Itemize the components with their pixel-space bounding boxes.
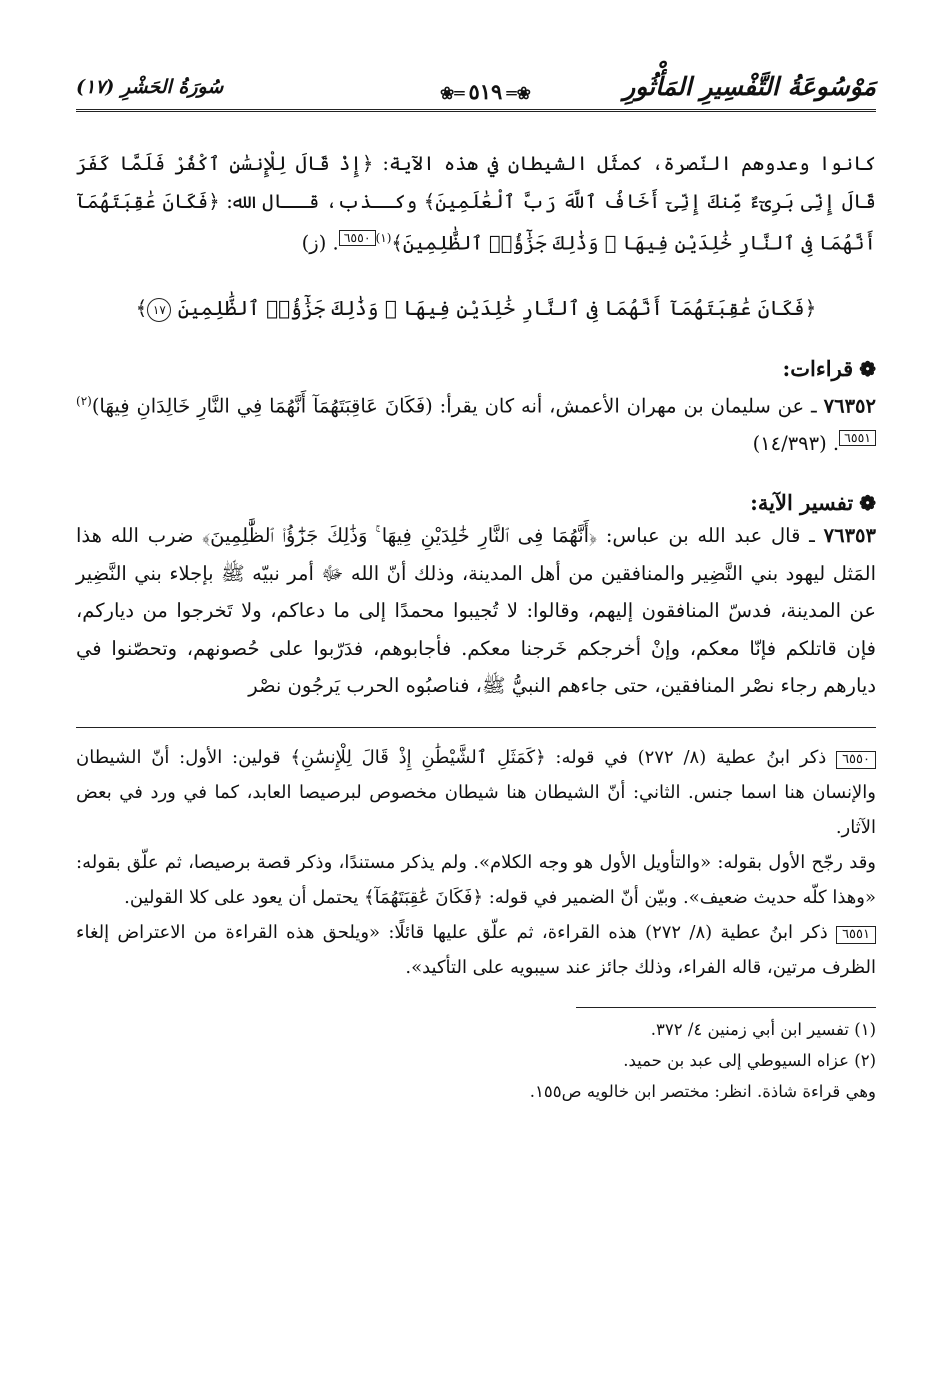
footnote-ref: (١)	[375, 231, 392, 245]
footnote-2: (٢) عزاه السيوطي إلى عبد بن حميد.	[623, 1050, 876, 1070]
book-title: مَوْسُوعَةُ التَّفْسِيرِ المَأْثُورِ	[623, 72, 876, 101]
footnote-2-cont: وهي قراءة شاذة. انظر: مختصر ابن خالويه ص١٥٥.	[529, 1081, 876, 1101]
qiraat-title: قراءات:	[782, 355, 854, 381]
header-rule	[76, 109, 876, 112]
note-6551	[76, 915, 876, 985]
page-number	[436, 79, 535, 104]
verse-close: ﴾	[135, 296, 148, 320]
flower-icon: ❁	[859, 491, 876, 515]
tafsir-heading	[76, 490, 876, 515]
footnotes-divider	[576, 1007, 876, 1008]
ayah-number-icon: ١٧	[147, 298, 171, 322]
page-number-value: ٥١٩	[468, 79, 503, 104]
narration-number: ٧٦٣٥٣	[823, 524, 876, 547]
note-6550-cont: وقد رجّح الأول بقوله: «والتأويل الأول هو وجه الكلام». ولم يذكر مستندًا، وذكر قصة برصيصا، ثم علّق بقوله: «وهذا كلّه حديث ضعيف». وبيّن أنّ الضمير في قوله: ﴿فَكَانَ عَٰقِبَتَهُمَآ﴾ يحتمل أن يعود على كلا القولين.	[76, 851, 876, 908]
note-box-label: ٦٥٥١	[836, 926, 876, 944]
qiraat-heading	[76, 356, 876, 381]
intro-text-end: . (ز)	[301, 231, 339, 255]
tafsir-paragraph	[76, 517, 876, 705]
qiraat-text-end: . (١٤/٣٩٣)	[752, 431, 840, 455]
qiraat-paragraph	[76, 383, 876, 463]
footnote-1: (١) تفسير ابن أبي زمنين ٤/ ٣٧٢.	[650, 1019, 876, 1039]
narration-number: ٧٦٣٥٢	[823, 394, 876, 417]
tafsir-text: ـ قال عبد الله بن عباس: ﴿أَنَّهُمَا فِى ٱلنَّارِ خَٰلِدَيْنِ فِيهَا ۚ وَذَٰلِكَ جَزَٰٓؤُا۟ ٱلظَّٰلِمِينَ﴾ ضرب الله هذا المَثل ليهود بني النَّضِير والمنافقين من أهل المدينة، وذلك أنّ الله ﷻ أمر نبيّه ﷺ بإجلاء بني النَّضِير عن المدينة، فدسّ المنافقون إليهم، وقالوا: لا تُجيبوا محمدًا إلى ما دعاكم، ولا تَخرجوا من دياركم، فإن قاتلكم فإنّا معكم، وإنْ أخرجكم خَرجنا معكم. فأجابوهم، فدَرّبوا على حُصونهم، وتحصّنوا في ديارهم رجاء نصْر المنافقين، حتى جاءهم النبيُّ ﷺ، فناصبُوه الحرب يَرجُون نصْر	[76, 524, 876, 697]
verse-heading	[76, 296, 876, 322]
notes-divider	[76, 727, 876, 728]
qiraat-text: ـ عن سليمان بن مهران الأعمش، أنه كان يقرأ: (فَكَانَ عَاقِبَتَهُمَآ أَنَّهُمَا فِي النَّارِ خَالِدَانِ فِيهَا)	[91, 394, 824, 417]
note-6550	[76, 740, 876, 845]
note-box-label: ٦٥٥٠	[836, 751, 876, 769]
tafsir-title: تفسير الآية:	[750, 490, 854, 515]
intro-paragraph	[76, 145, 876, 262]
note-text: ذكر ابنُ عطية (٨/ ٢٧٢) هذه القراءة، ثم علّق عليها قائلًا: «ويلحق هذه القراءة من الاعتراض إلغاء الظرف مرتين، قاله الفراء، وذلك جائز عند سيبويه على التأكيد».	[76, 921, 876, 978]
footnote-ref: (٢)	[76, 393, 92, 408]
page	[76, 60, 876, 1107]
intro-text: كانوا وعدوهم النّصرة، كمثَل الشيطان في هذه الآية: ﴿إِذْ قَالَ لِلْإِنسَٰنِ ٱكْفُرْ فَلَمَّا كَفَرَ قَالَ إِنِّى بَرِىٓءٌ مِّنكَ إِنِّىٓ أَخَافُ ٱللَّهَ رَبَّ ٱلْعَٰلَمِينَ﴾ وكــذب، قــال الله: ﴿فَكَانَ عَٰقِبَتَهُمَآ أَنَّهُمَا فِى ٱلنَّارِ خَٰلِدَيْنِ فِيهَا ۚ وَذَٰلِكَ جَزَٰٓؤُا۟ ٱلظَّٰلِمِينَ﴾	[76, 152, 876, 255]
note-ref-box: ٦٥٥١	[839, 430, 876, 446]
surah-name: سُورَةُ الحَشْرِ (١٧)	[76, 76, 224, 98]
flower-icon: ❁	[859, 356, 876, 381]
ornament-icon: ═❀	[440, 84, 465, 104]
note-text: ذكر ابنُ عطية (٨/ ٢٧٢) في قوله: ﴿كَمَثَلِ ٱلشَّيْطَٰنِ إِذْ قَالَ لِلْإِنسَٰنِ﴾ قولين: الأول: أنّ الشيطان والإنسان هنا اسما جنس. الثاني: أنّ الشيطان هنا شيطان مخصوص لبرصيصا العابد، كما في ورد في بعض الآثار.	[76, 746, 876, 838]
page-header	[76, 60, 876, 115]
verse-text: ﴿فَكَانَ عَٰقِبَتَهُمَآ أَنَّهُمَا فِى ٱلنَّارِ خَٰلِدَيْنِ فِيهَا ۚ وَذَٰلِكَ جَزَٰٓؤُا۟ ٱلظَّٰلِمِينَ	[177, 296, 817, 320]
note-ref-box: ٦٥٥٠	[339, 230, 376, 246]
ornament-icon: ❀═	[506, 84, 531, 104]
